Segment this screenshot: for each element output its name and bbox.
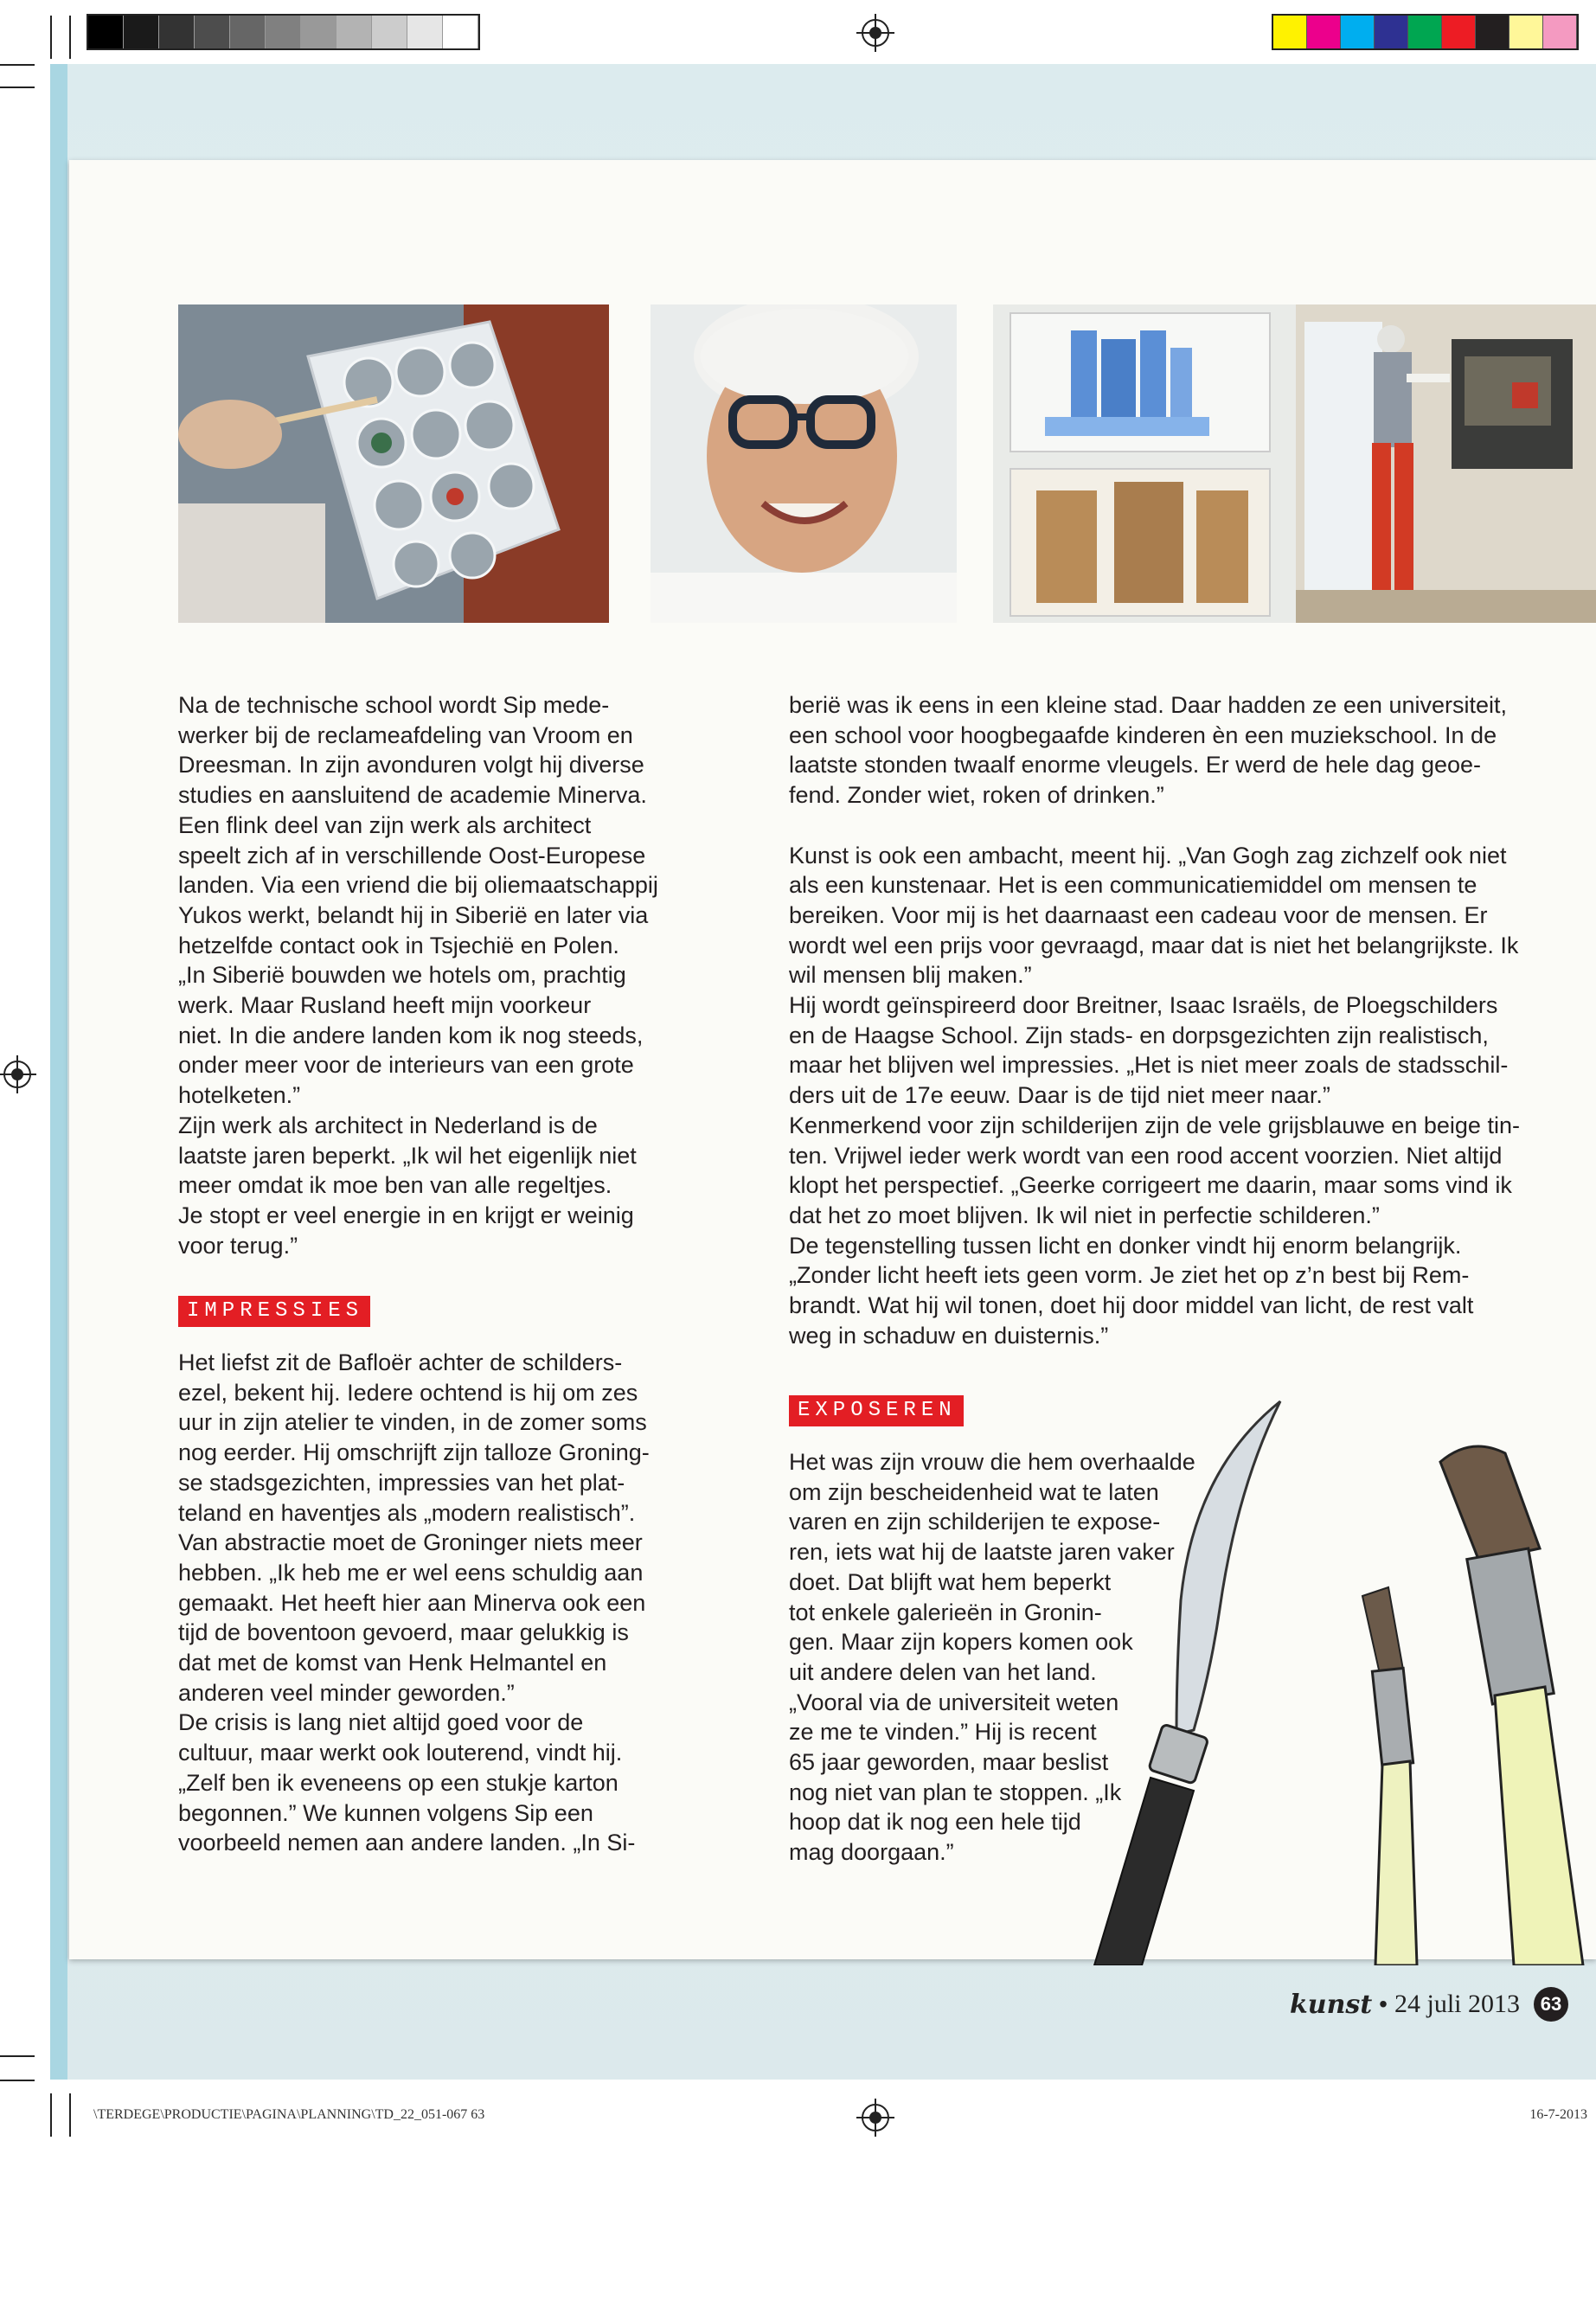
crop-mark: [50, 16, 52, 59]
section-heading-impressies: IMPRESSIES: [178, 1296, 370, 1327]
studio-photo: [993, 304, 1596, 623]
gray-swatch: [230, 16, 266, 48]
crop-mark: [69, 2093, 71, 2137]
article-column-left: [178, 690, 663, 1858]
paintbrushes-illustration: [1081, 1384, 1596, 1965]
gray-swatch: [266, 16, 301, 48]
section-heading-exposeren: EXPOSEREN: [789, 1395, 964, 1426]
gray-swatch: [337, 16, 372, 48]
color-swatch: [1509, 16, 1543, 48]
article-paragraph: Na de technische school wordt Sip mede- werker bij de reclameafdeling van Vroom en Dreesman. In zijn avonduren volgt hij diverse studies en aansluitend de academie Minerva. Een flink deel van zijn werk als architect speelt zich af in verschillende Oost-Europese landen. Via een vriend die bij oliemaatschappij Yukos werkt, belandt hij in Siberië en later via hetzelfde contact ook in Tsjechië en Polen. „In Siberië bouwden we hotels om, prachtig werk. Maar Rusland heeft mijn voorkeur niet. In die andere landen kom ik nog steeds, onder meer voor de interieurs van een grote hotelketen.” Zijn werk als architect in Nederland is de laatste jaren beperkt. „Ik wil het eigenlijk niet meer omdat ik moe ben van alle regeltjes. Je stopt er veel energie in en krijgt er weinig voor terug.”: [178, 692, 658, 1259]
gray-swatch: [301, 16, 337, 48]
article-paragraph: berië was ik eens in een kleine stad. Daar hadden ze een universiteit, een school voor hoogbegaafde kinderen èn een muziekschool. In de laatste stonden twaalf enorme vleugels. Er werd de hele dag geoe- fend. Zonder wiet, roken of drinken.”: [789, 692, 1507, 809]
gray-swatch: [88, 16, 124, 48]
bullet-separator: •: [1379, 1990, 1388, 2017]
registration-mark-icon: [862, 19, 889, 47]
gray-swatch: [407, 16, 443, 48]
crop-mark: [69, 16, 71, 59]
crop-mark: [0, 2055, 35, 2057]
magazine-name: kunst: [1290, 1989, 1373, 2020]
crop-mark: [0, 2080, 35, 2081]
article-paragraph: Het liefst zit de Bafloër achter de schilders- ezel, bekent hij. Iedere ochtend is hij om zes uur in zijn atelier te vinden, in de zomer soms nog eerder. Hij omschrijft zijn talloze Groning- se stadsgezichten, impressies van het plat- teland en haventjes als „modern realistisch”. Van abstractie moet de Groninger niets meer hebben. „Ik heb me er wel eens schuldig aan gemaakt. Het heeft hier aan Minerva ook een tijd de boventoon gevoerd, maar gelukkig is dat met de komst van Henk Helmantel en anderen veel minder geworden.” De crisis is lang niet altijd goed voor de cultuur, maar werkt ook louterend, vindt hij. „Zelf ben ik eveneens op een stukje karton begonnen.” We kunnen volgens Sip een voorbeeld nemen aan andere landen. „In Si-: [178, 1349, 650, 1856]
gray-swatch: [443, 16, 478, 48]
gray-swatch: [372, 16, 407, 48]
crop-mark: [0, 87, 35, 88]
portrait-photo: [651, 304, 957, 623]
color-swatch: [1442, 16, 1476, 48]
color-swatch: [1408, 16, 1442, 48]
issue-date: 24 juli 2013: [1394, 1990, 1520, 2018]
color-swatch: [1307, 16, 1341, 48]
page-number: 63: [1534, 1987, 1568, 2022]
color-swatch: [1476, 16, 1509, 48]
color-swatch: [1375, 16, 1408, 48]
registration-mark-icon: [862, 2104, 889, 2131]
registration-mark-icon: [3, 1061, 31, 1088]
color-swatch: [1543, 16, 1577, 48]
gray-swatch: [195, 16, 230, 48]
gray-swatch: [124, 16, 159, 48]
gray-swatch: [159, 16, 195, 48]
crop-mark: [50, 2093, 52, 2137]
gray-calibration-strip: [87, 14, 480, 50]
article-paragraph: Het was zijn vrouw die hem overhaalde om zijn bescheidenheid wat te laten varen en zijn schilderijen te expose- ren, iets wat hij de laatste jaren vaker doet. Dat blijft wat hem beperkt tot enkele galerieën in Gronin- gen. Maar zijn kopers komen ook uit andere delen van het land. „Vooral via de universiteit weten ze me te vinden.” Hij is recent 65 jaar geworden, maar beslist nog niet van plan te stoppen. „Ik hoop dat ik nog een hele tijd mag doorgaan.”: [789, 1449, 1195, 1866]
color-swatch: [1273, 16, 1307, 48]
article-column-right: [789, 690, 1524, 1350]
color-calibration-strip: [1272, 14, 1579, 50]
article-paragraph: Kunst is ook een ambacht, meent hij. „Van Gogh zag zichzelf ook niet als een kunstenaar. Het is een communicatiemiddel om mensen te bereiken. Voor mij is het daarnaast een cadeau voor de mensen. Er wordt wel een prijs voor gevraagd, maar dat is niet het belangrijkste. Ik wil mensen blij maken.” Hij wordt geïnspireerd door Breitner, Isaac Israëls, de Ploegschilders en de Haagse School. Zijn stads- en dorpsgezichten zijn realistisch, maar het blijven wel impressies. „Het is niet meer zoals de stadsschil- ders uit de 17e eeuw. Daar is de tijd niet meer naar.” Kenmerkend voor zijn schilderijen zijn de vele grijsblauwe en beige tin- ten. Vrijwel ieder werk wordt van een rood accent voorzien. Niet altijd klopt het perspectief. „Geerke corrigeert me daarin, maar soms vind ik dat het zo moet blijven. Ik wil niet in perfectie schilderen.” De tegenstelling tussen licht en donker vindt hij enorm belangrijk. „Zonder licht heeft iets geen vorm. Je ziet het op z’n best bij Rem- brandt. Wat hij wil tonen, doet hij door middel van licht, de rest valt weg in schaduw en duisternis.”: [789, 842, 1520, 1349]
crop-mark: [0, 64, 35, 66]
palette-photo: [178, 304, 609, 623]
print-slug-path: \TERDEGE\PRODUCTIE\PAGINA\PLANNING\TD_22_051-067 63: [93, 2107, 485, 2122]
print-slug-date: 16-7-2013: [1529, 2107, 1587, 2122]
page-footer: [1290, 1987, 1568, 2022]
color-swatch: [1341, 16, 1375, 48]
